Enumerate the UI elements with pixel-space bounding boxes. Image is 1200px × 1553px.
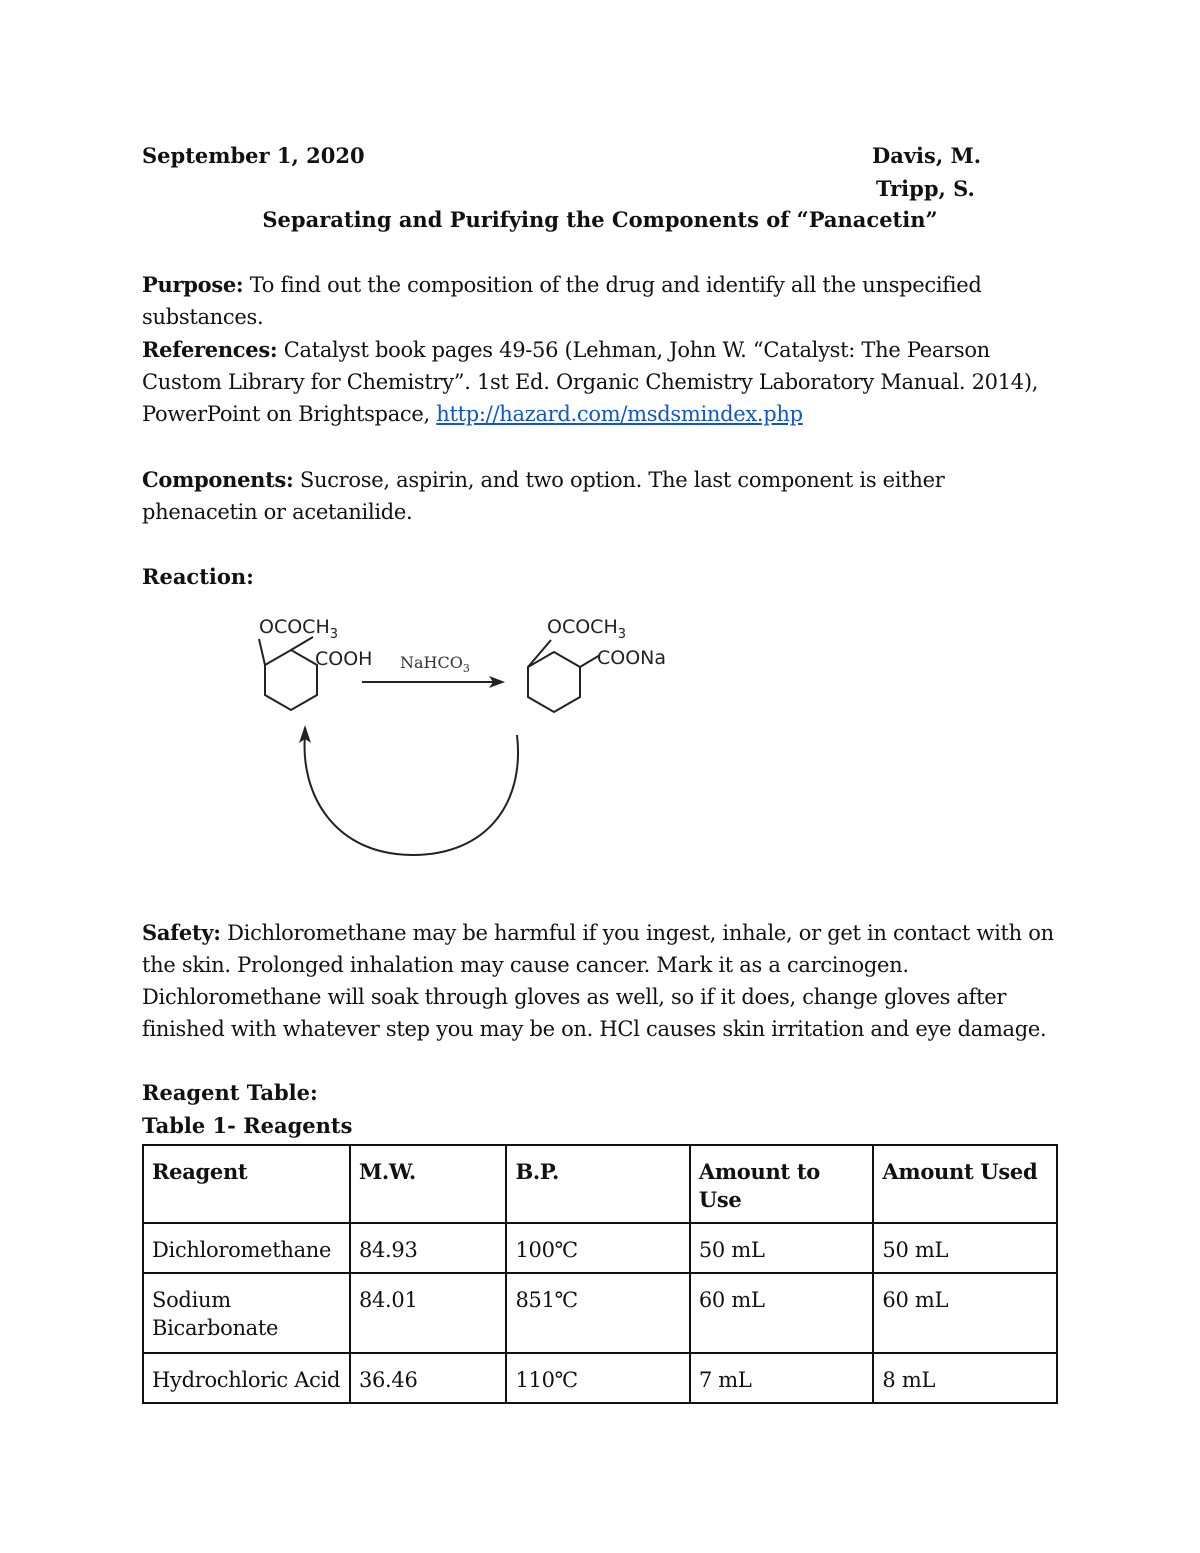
- components-paragraph: [142, 464, 1062, 528]
- product-coona-label: COONa: [597, 647, 667, 669]
- table-cell: Sodium Bicarbonate: [143, 1273, 350, 1353]
- document-title: Separating and Purifying the Components of “Panacetin”: [262, 207, 938, 232]
- author-tripp: Tripp, S.: [876, 176, 975, 201]
- table-header-row: [143, 1145, 1057, 1223]
- reactant-cooh-label: COOH: [315, 648, 373, 670]
- components-label: Components:: [142, 467, 294, 492]
- safety-paragraph: [142, 917, 1062, 1045]
- reaction-label: Reaction:: [142, 564, 254, 589]
- table-cell: 50 mL: [690, 1223, 874, 1273]
- column-header-mw: M.W.: [350, 1145, 507, 1223]
- reagent-table-caption: Table 1- Reagents: [142, 1113, 353, 1138]
- table-cell: 60 mL: [690, 1273, 874, 1353]
- product-benzene-ring: [528, 652, 580, 712]
- msds-link[interactable]: http://hazard.com/msdsmindex.php: [436, 402, 803, 426]
- table-cell: 110℃: [506, 1353, 689, 1403]
- date: September 1, 2020: [142, 143, 365, 168]
- table-cell: 851℃: [506, 1273, 689, 1353]
- table-cell: 36.46: [350, 1353, 507, 1403]
- table-cell: 7 mL: [690, 1353, 874, 1403]
- table-cell: 100℃: [506, 1223, 689, 1273]
- reagent-table: [142, 1144, 1058, 1404]
- column-header-bp: B.P.: [506, 1145, 689, 1223]
- purpose-text: To find out the composition of the drug and identify all the unspecified substances.: [142, 273, 982, 329]
- reactant-ococh3-label: $OCOCH_3$: [259, 616, 339, 642]
- purpose-label: Purpose:: [142, 272, 244, 297]
- table-cell: 84.93: [350, 1223, 507, 1273]
- table-row: [143, 1223, 1057, 1273]
- components-text: Sucrose, aspirin, and two option. The last component is either phenacetin or acetanilide.: [142, 468, 945, 524]
- table-cell: Hydrochloric Acid: [143, 1353, 350, 1403]
- product-ococh3-label: $OCOCH_3$: [547, 616, 627, 642]
- reactant-ester-bond: [259, 639, 265, 665]
- table-cell: 50 mL: [873, 1223, 1057, 1273]
- table-cell: Dichloromethane: [143, 1223, 350, 1273]
- column-header-amount-to-use: Amount to Use: [690, 1145, 874, 1223]
- product-ester-bond: [528, 640, 551, 667]
- purpose-paragraph: [142, 269, 1062, 333]
- reactant-acid-bond: [291, 637, 313, 650]
- reagent-table-heading: Reagent Table:: [142, 1080, 318, 1105]
- references-text: Catalyst book pages 49-56 (Lehman, John W. “Catalyst: The Pearson Custom Library for Chemistry”. 1st Ed. Organic Chemistry Laboratory Manual. 2014), PowerPoint on Brightspace,: [142, 338, 1039, 426]
- table-row: [143, 1353, 1057, 1403]
- safety-text: Dichloromethane may be harmful if you ingest, inhale, or get in contact with on the skin. Prolonged inhalation may cause cancer. Mark it as a carcinogen. Dichloromethane will soak through gloves as well, so if it does, change gloves after finished with whatever step you may be on. HCl causes skin irritation and eye damage.: [142, 921, 1054, 1041]
- column-header-reagent: Reagent: [143, 1145, 350, 1223]
- author-davis: Davis, M.: [872, 143, 981, 168]
- table-cell: 8 mL: [873, 1353, 1057, 1403]
- table-cell: 84.01: [350, 1273, 507, 1353]
- table-cell: 60 mL: [873, 1273, 1057, 1353]
- reaction-diagram: [225, 605, 695, 865]
- references-label: References:: [142, 337, 278, 362]
- reagent-nahco3-label: NaHCO$_3$: [400, 653, 470, 675]
- column-header-amount-used: Amount Used: [873, 1145, 1057, 1223]
- table-row: [143, 1273, 1057, 1353]
- reverse-arc-arrow: [305, 735, 518, 855]
- reactant-benzene-ring: [265, 650, 317, 710]
- references-paragraph: [142, 334, 1062, 430]
- safety-label: Safety:: [142, 920, 221, 945]
